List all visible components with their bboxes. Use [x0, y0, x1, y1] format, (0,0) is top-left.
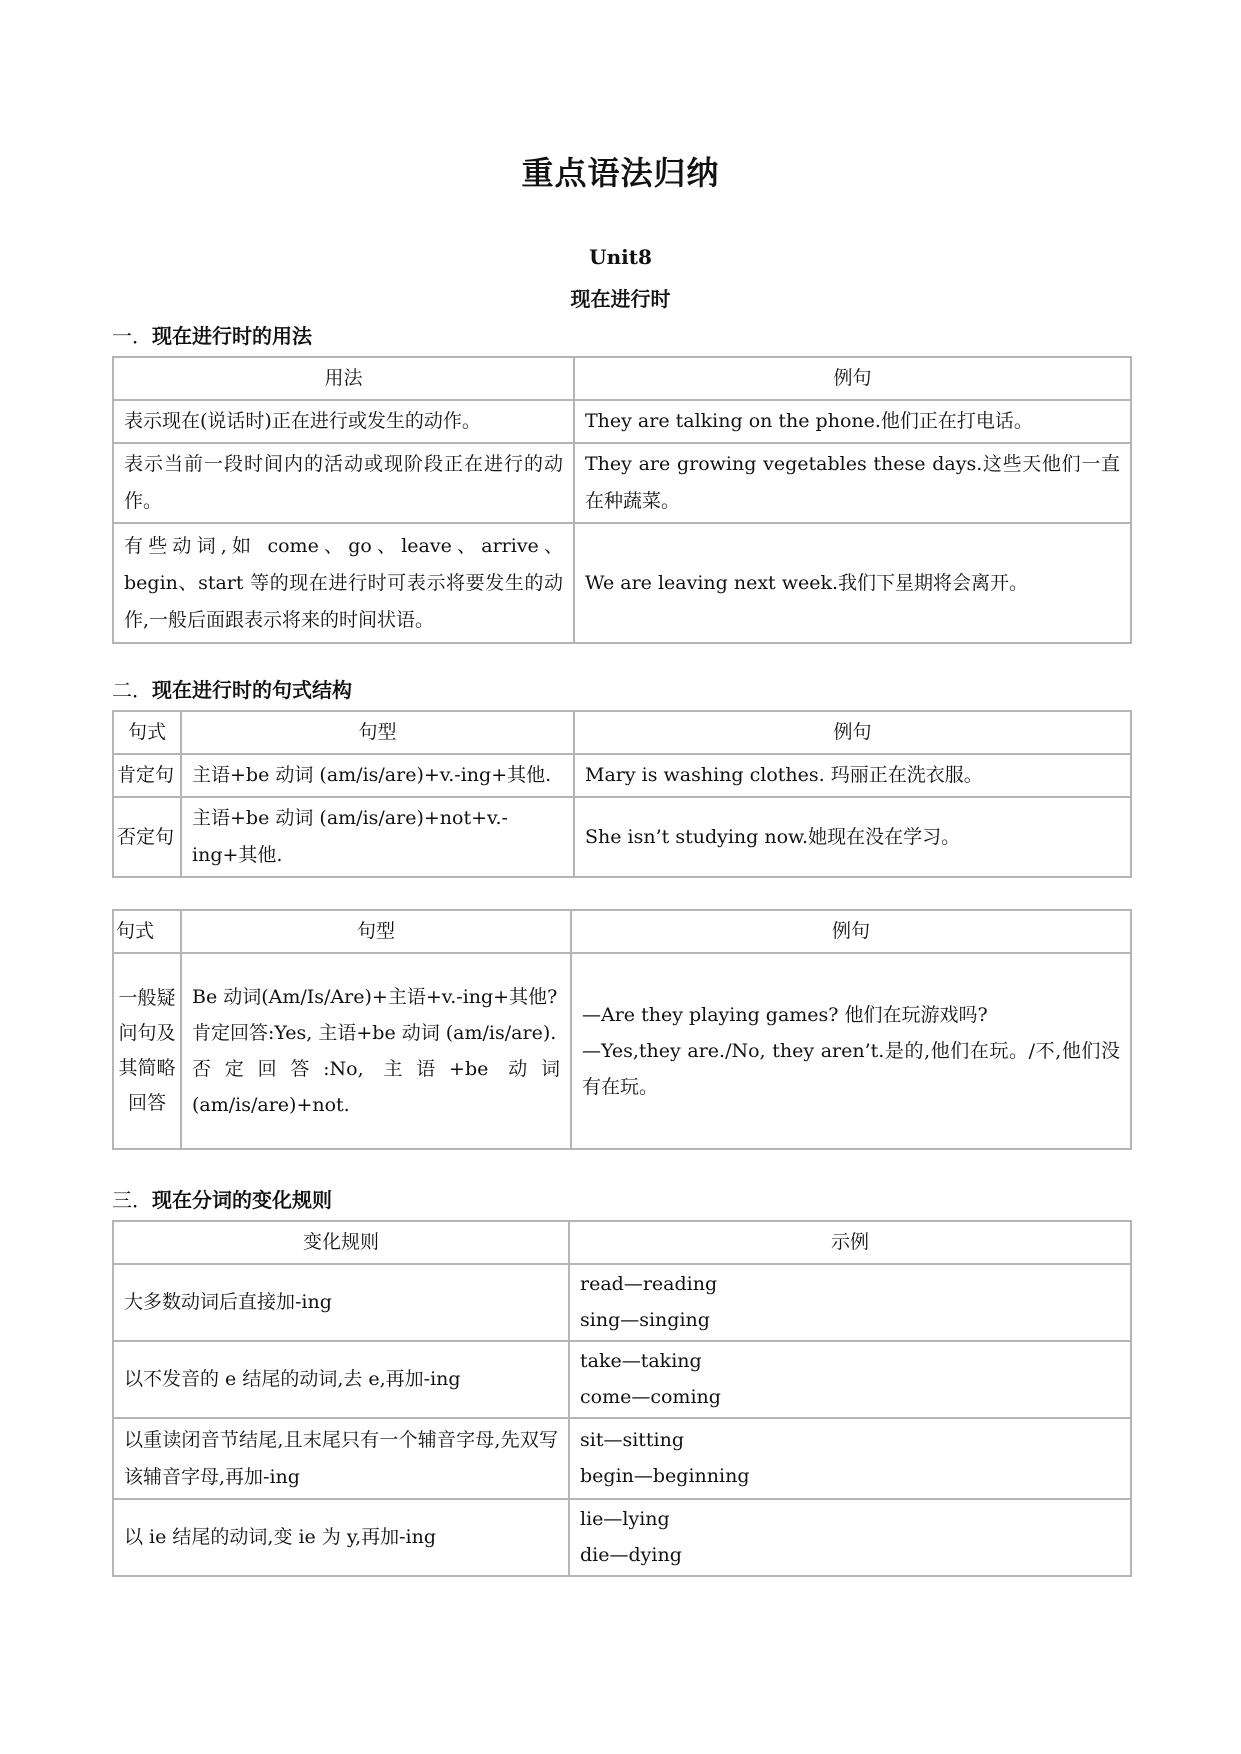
example-cell: They are growing vegetables these days.这些天他们一直在种蔬菜。	[574, 443, 1131, 523]
question-table	[112, 909, 1132, 1150]
page-title: 重点语法归纳	[521, 154, 720, 192]
section-label: 现在进行时的句式结构	[152, 678, 352, 702]
table-row	[113, 1264, 1131, 1341]
example-word: sit—sitting	[580, 1429, 685, 1452]
table-header-row	[113, 357, 1131, 400]
table-row	[113, 1499, 1131, 1576]
section-1-heading	[112, 320, 312, 349]
example-word: begin—beginning	[580, 1464, 750, 1487]
example-word: read—reading	[580, 1273, 718, 1296]
table-row	[113, 443, 1131, 523]
unit-heading: Unit8	[589, 245, 652, 269]
topic-heading: 现在进行时	[570, 287, 671, 311]
header-cell: 句型	[181, 711, 574, 754]
section-label: 现在分词的变化规则	[152, 1188, 332, 1212]
header-cell: 变化规则	[113, 1221, 569, 1264]
pattern-cell: 主语+be 动词 (am/is/are)+v.-ing+其他.	[181, 754, 574, 797]
table-header-row	[113, 1221, 1131, 1264]
rule-cell: 以不发音的 e 结尾的动词,去 e,再加-ing	[113, 1341, 569, 1418]
sentence-type-cell: 否定句	[113, 797, 181, 877]
rule-cell: 以重读闭音节结尾,且末尾只有一个辅音字母,先双写该辅音字母,再加-ing	[113, 1418, 569, 1499]
example-cell: We are leaving next week.我们下星期将会离开。	[574, 523, 1131, 643]
example-cell: She isn’t studying now.她现在没在学习。	[574, 797, 1131, 877]
rule-cell: 大多数动词后直接加-ing	[113, 1264, 569, 1341]
section-label: 现在进行时的用法	[152, 324, 312, 348]
table-header-row	[113, 910, 1131, 953]
affirmative-answer-pattern: 肯定回答:Yes, 主语+be 动词 (am/is/are).	[192, 1021, 557, 1044]
example-word: lie—lying	[580, 1508, 670, 1531]
example-answer: —Yes,they are./No, they aren’t.是的,他们在玩。/不,他们没有在玩。	[582, 1040, 1120, 1099]
section-number: 三．	[112, 1188, 152, 1212]
header-cell: 句型	[181, 910, 571, 953]
header-cell: 例句	[574, 711, 1131, 754]
header-cell: 句式	[113, 711, 181, 754]
example-word: die—dying	[580, 1543, 682, 1566]
usage-cell: 表示当前一段时间内的活动或现阶段正在进行的动作。	[113, 443, 574, 523]
structure-table	[112, 710, 1132, 878]
example-cell	[571, 953, 1131, 1149]
table-row	[113, 400, 1131, 443]
header-cell: 例句	[571, 910, 1131, 953]
section-2-heading	[112, 674, 352, 703]
example-cell	[569, 1499, 1131, 1576]
table-row	[113, 754, 1131, 797]
header-cell: 示例	[569, 1221, 1131, 1264]
example-question: —Are they playing games? 他们在玩游戏吗?	[582, 1003, 988, 1026]
example-cell: They are talking on the phone.他们正在打电话。	[574, 400, 1131, 443]
header-cell: 用法	[113, 357, 574, 400]
table-row	[113, 1418, 1131, 1499]
question-pattern: Be 动词(Am/Is/Are)+主语+v.-ing+其他?	[192, 985, 558, 1008]
example-cell	[569, 1264, 1131, 1341]
section-number: 一．	[112, 324, 152, 348]
example-word: sing—singing	[580, 1308, 710, 1331]
example-word: come—coming	[580, 1385, 721, 1408]
table-row	[113, 953, 1131, 1149]
usage-table	[112, 356, 1132, 644]
table-row	[113, 797, 1131, 877]
pattern-cell	[181, 953, 571, 1149]
usage-cell: 有些动词,如 come、go、leave、arrive、begin、start 等的现在进行时可表示将要发生的动作,一般后面跟表示将来的时间状语。	[113, 523, 574, 643]
pattern-cell: 主语+be 动词 (am/is/are)+not+v.-ing+其他.	[181, 797, 574, 877]
section-3-heading	[112, 1184, 332, 1213]
sentence-type-cell: 肯定句	[113, 754, 181, 797]
rule-cell: 以 ie 结尾的动词,变 ie 为 y,再加-ing	[113, 1499, 569, 1576]
example-cell: Mary is washing clothes. 玛丽正在洗衣服。	[574, 754, 1131, 797]
participle-rules-table	[112, 1220, 1132, 1577]
header-cell: 句式	[113, 910, 181, 953]
example-cell	[569, 1418, 1131, 1499]
table-row	[113, 523, 1131, 643]
example-cell	[569, 1341, 1131, 1418]
section-number: 二．	[112, 678, 152, 702]
negative-answer-pattern: 否定回答:No, 主语+be 动词 (am/is/are)+not.	[192, 1058, 560, 1117]
header-cell: 例句	[574, 357, 1131, 400]
example-word: take—taking	[580, 1350, 702, 1373]
table-row	[113, 1341, 1131, 1418]
usage-cell: 表示现在(说话时)正在进行或发生的动作。	[113, 400, 574, 443]
sentence-type-cell: 一般疑问句及其简略回答	[113, 953, 181, 1149]
table-header-row	[113, 711, 1131, 754]
